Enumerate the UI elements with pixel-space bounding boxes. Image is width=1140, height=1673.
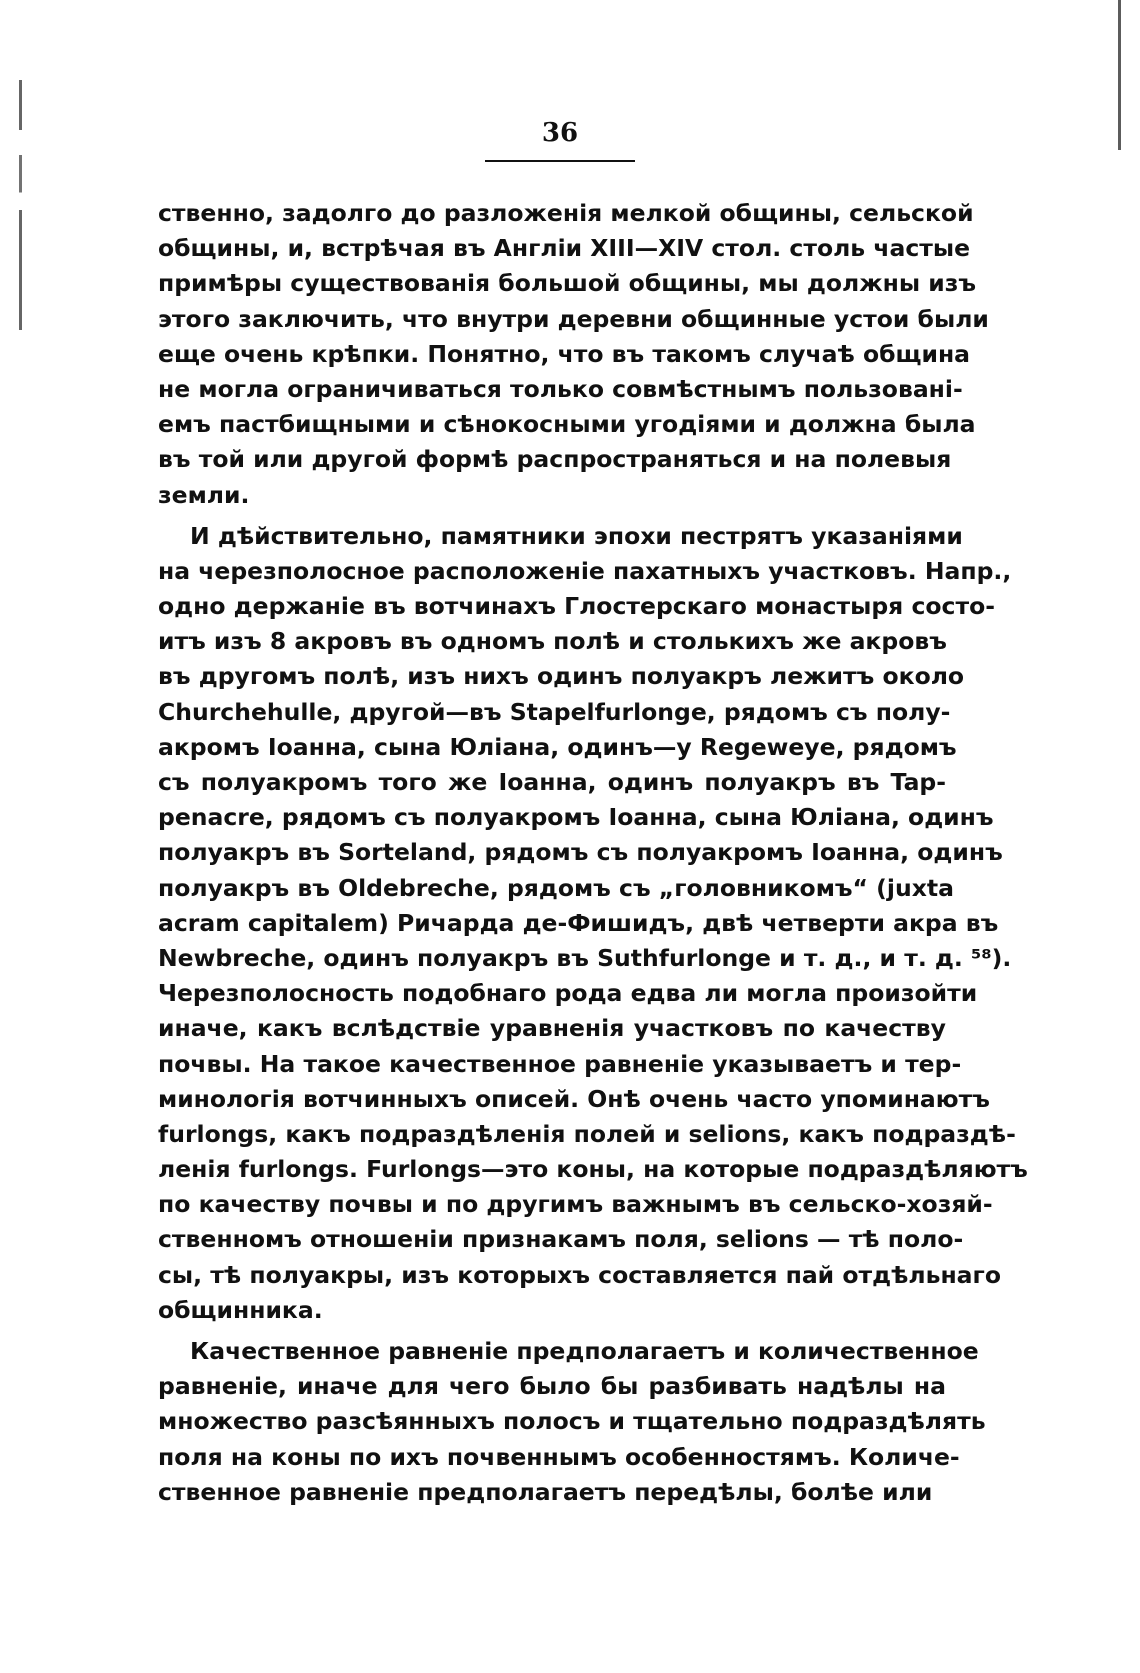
text-line: ленія furlongs. Furlongs—это коны, на которые подраздѣляютъ	[158, 1155, 1028, 1184]
paragraph	[158, 196, 989, 513]
text-line: въ другомъ полѣ, изъ нихъ одинъ полуакръ лежитъ около	[158, 662, 965, 691]
text-line: поля на коны по ихъ почвеннымъ особенностямъ. Количе-	[158, 1442, 960, 1471]
text-line: въ той или другой формѣ распространяться и на полевыя	[158, 445, 952, 474]
text-line: Newbreche, одинъ полуакръ въ Suthfurlonge и т. д., и т. д. ⁵⁸).	[158, 943, 1012, 972]
paragraph	[158, 519, 1028, 1328]
text-line: Черезполосность подобнаго рода едва ли могла произойти	[158, 979, 978, 1008]
text-line: съ полуакромъ того же Іоанна, одинъ полуакръ въ Tap-	[158, 768, 946, 796]
text-line: acram capitalem) Ричарда де-Фишидъ, двѣ четверти акра въ	[158, 908, 999, 937]
text-line: на черезполосное расположеніе пахатныхъ участковъ. Напр.,	[158, 556, 1012, 585]
scan-edge-left	[19, 80, 22, 330]
text-line: penacre, рядомъ съ полуакромъ Іоанна, сына Юліана, одинъ	[158, 803, 994, 832]
text-line: этого заключить, что внутри деревни общинные устои были	[158, 304, 989, 333]
text-line: И дѣйствительно, памятники эпохи пестрятъ указаніями	[190, 521, 963, 550]
text-line: furlongs, какъ подраздѣленія полей и selions, какъ подраздѣ-	[158, 1119, 1016, 1148]
text-line: по качеству почвы и по другимъ важнымъ въ сельско-хозяй-	[158, 1190, 993, 1219]
paragraph	[158, 1334, 986, 1510]
text-line: Churchehulle, другой—въ Stapelfurlonge, рядомъ съ полу-	[158, 697, 951, 726]
text-line: полуакръ въ Oldebreche, рядомъ съ „головникомъ“ (juxta	[158, 873, 954, 902]
text-line: множество разсѣянныхъ полосъ и тщательно подраздѣлять	[158, 1407, 986, 1436]
text-line: емъ пастбищными и сѣнокосными угодіями и должна была	[158, 410, 976, 439]
page-number: 36	[541, 118, 579, 148]
text-line: ственно, задолго до разложенія мелкой общины, сельской	[158, 199, 974, 227]
text-line: иначе, какъ вслѣдствіе уравненія участковъ по качеству	[158, 1014, 946, 1043]
text-line: примѣры существованія большой общины, мы должны изъ	[158, 269, 977, 298]
text-line: акромъ Іоанна, сына Юліана, одинъ—у Regeweye, рядомъ	[158, 732, 957, 761]
text-line: сы, тѣ полуакры, изъ которыхъ составляется пай отдѣльнаго	[158, 1260, 1001, 1289]
text-line: полуакръ въ Sorteland, рядомъ съ полуакромъ Іоанна, одинъ	[158, 838, 1003, 867]
text-line: общины, и, встрѣчая въ Англіи XIII—XIV стол. столь частые	[158, 234, 971, 263]
text-line: равненіе, иначе для чего было бы разбивать надѣлы на	[158, 1372, 946, 1401]
text-line: ственномъ отношеніи признакамъ поля, selions — тѣ поло-	[158, 1225, 964, 1254]
text-line: минологія вотчинныхъ описей. Онѣ очень часто упоминаютъ	[158, 1084, 990, 1113]
scan-edge-right	[1118, 0, 1121, 150]
text-line: еще очень крѣпки. Понятно, что въ такомъ случаѣ община	[158, 339, 971, 368]
text-line: ственное равненіе предполагаетъ передѣлы, болѣе или	[158, 1477, 933, 1506]
text-line: не могла ограничиваться только совмѣстнымъ пользовані-	[158, 374, 963, 403]
text-line: почвы. На такое качественное равненіе указываетъ и тер-	[158, 1049, 962, 1078]
text-line: земли.	[158, 480, 250, 509]
body-text	[158, 196, 1028, 1510]
page-number-rule	[485, 160, 635, 162]
text-line: одно держаніе въ вотчинахъ Глостерскаго монастыря состо-	[158, 592, 995, 621]
text-line: Качественное равненіе предполагаетъ и количественное	[190, 1337, 979, 1365]
text-line: общинника.	[158, 1295, 323, 1324]
text-line: итъ изъ 8 акровъ въ одномъ полѣ и столькихъ же акровъ	[158, 627, 947, 656]
